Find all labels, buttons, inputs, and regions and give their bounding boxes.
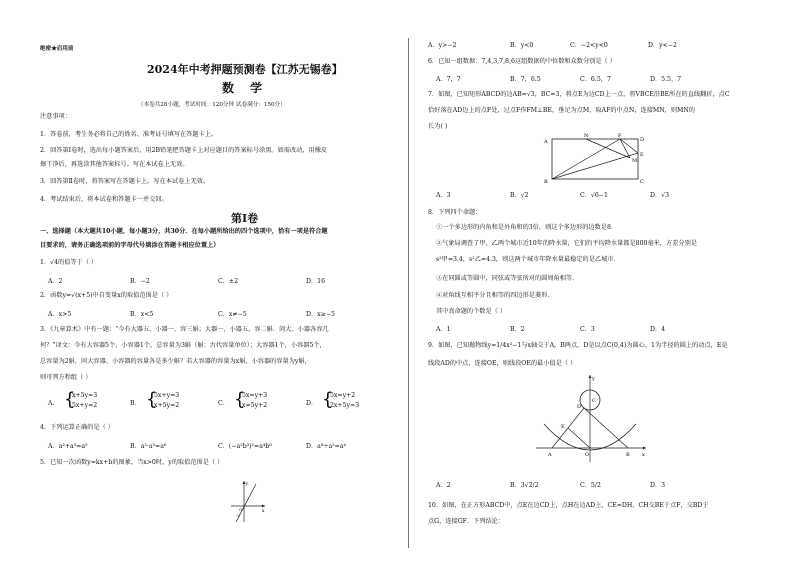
q3-line: 何？”译文：今有大容器5个，小容器1个，总容量为3斛（斛：古代容量单位）；大容器1个，小容器5个， (40, 342, 326, 349)
q7-label-c: C (640, 179, 644, 185)
q4-option-c[interactable]: C．(−a²b³)²=a⁴b⁶ (218, 443, 272, 450)
q8-option-d[interactable]: D．4 (650, 326, 666, 333)
q6-option-d[interactable]: D．5.5，7 (650, 76, 682, 83)
q5-y-label: y (245, 482, 249, 487)
q7-option-d[interactable]: D．√3 (650, 192, 670, 199)
note-item: 4．考试结束后，将本试卷和答题卡一并交回。 (40, 196, 168, 203)
q8-option-c[interactable]: C．3 (580, 326, 595, 333)
q7-label-n: N (584, 133, 589, 139)
note-item: 2．回答第Ⅰ卷时，选出每小题答案后，用2B铅笔把答题卡上对应题目的答案标号涂黑。如需改动，用橡皮 (40, 147, 328, 154)
q9-parabola-figure (530, 372, 650, 464)
q1-option-d[interactable]: D．16 (306, 278, 326, 285)
q7-line: 长为( ) (428, 123, 448, 130)
q8-item: s²甲=3.4，s²乙=4.3，则这两个城市年降水量最稳定的是乙城市． (436, 256, 620, 263)
q3-line: 总容量为2斛，问大容器、小容器的容量各是多少斛？若大容器的容量为x斛，小容器的容量为y斛， (40, 358, 311, 365)
q5-stem: 5．已知一次函数y=kx+b的图象，当x>0时，y的取值范围是（ ） (40, 459, 224, 466)
q5-option-b[interactable]: B．y<0 (510, 42, 534, 49)
q7-label-a: A (544, 139, 548, 145)
q7-line: 恰好落在AD边上的点F处，过点F作FM⊥BE，垂足为点M，取AF的中点N，连接MN，则MN的 (428, 107, 695, 114)
section-instructions: 一、选择题（本大题共10小题，每小题3分，共30分．在每小题所给出的四个选项中，恰有一项是符合题 (40, 228, 328, 235)
q4-option-b[interactable]: B．a²·a³=a⁶ (130, 443, 167, 450)
q1-option-c[interactable]: C．±2 (218, 278, 239, 285)
q6-option-a[interactable]: A．7，7 (436, 76, 461, 83)
q7-label-d: D (640, 137, 645, 143)
q8-option-a[interactable]: A．1 (436, 326, 451, 333)
q2-option-c[interactable]: C．x≠−5 (218, 311, 247, 318)
q3-line: 3．《九章算术》中有一题：“今有大器五、小器一，容三斛；大器一、小器五，容二斛．问大、小器各容几 (40, 326, 329, 333)
q7-line: 7．如图，已知矩形ABCD的边AB=√3，BC=3，将点E为边CD上一点，将VBCE沿BE所在的直线翻折，点C (428, 91, 730, 98)
q9-option-b[interactable]: B．3√2/2 (510, 482, 539, 489)
q7-option-b[interactable]: B．√2 (510, 192, 529, 199)
q10-line: 点G，连接GF．下列结论： (428, 518, 505, 525)
q9-option-a[interactable]: A．2 (436, 482, 451, 489)
q8-item: ②气象局调查了甲、乙两个城市近10年的降水量，它们的平均降水量都是800毫米，方差分别是 (436, 240, 697, 247)
q7-label-e: E (640, 152, 644, 158)
q7-rectangle-figure (540, 133, 650, 185)
q2-option-a[interactable]: A．x>5 (48, 311, 72, 318)
q9-label-b: B (626, 452, 630, 458)
q1-option-a[interactable]: A．2 (48, 278, 63, 285)
q4-stem: 4．下列运算正确的是（ ） (40, 424, 114, 431)
note-item: 擦干净后，再选涂其他答案标号。写在本试卷上无效。 (40, 161, 189, 168)
q4-option-d[interactable]: D．a⁸÷a²=a⁴ (306, 443, 347, 450)
q7-label-f: F (618, 133, 622, 139)
q9-y-label: y (592, 376, 595, 382)
q10-line: 10．如图，在正方形ABCD中，点E在边CD上，点H在边AD上，CE=DH，CH交BE于点F，交BD于 (428, 502, 709, 509)
q7-label-b: B (544, 179, 548, 185)
q8-ask: 其中真命题的个数是（ ） (436, 308, 507, 315)
q1-option-b[interactable]: B．−2 (130, 278, 150, 285)
q8-item: ①一个多边形的内角和是外角和的3倍，则这个多边形的边数是8． (436, 224, 618, 231)
q9-label-o: O (585, 452, 590, 458)
q6-stem: 6．已知一组数据：7,4,3,7,8,6这组数据的中位数和众数分别是（ ） (428, 58, 616, 65)
q9-option-c[interactable]: C．5/2 (580, 482, 601, 489)
exam-meta: （本卷共28小题，考试时间：120分钟 试卷满分：150分） (138, 102, 286, 108)
q5-line-graph (228, 478, 268, 524)
exam-page: 绝密★启用前 2024年中考押题预测卷【江苏无锡卷】 数 学 （本卷共28小题，考试时间：120分钟 试卷满分：150分） 注意事项： 1．答卷前，考生务必将自己的姓名、准考证号填写在答题卡上。 2．回答第Ⅰ卷时，选出每小题答案后，用2B铅笔把答题卡上对应题目的答案标号涂黑。如需改动，用橡皮 擦干净后，再选涂其他答案标号。写在本试卷上无效。 3．回答第Ⅱ卷时，将答案写在答题卡上。写在本试卷上无效。 4．考试结束后，将本试卷和答题卡一并交回。 第Ⅰ卷 一、选择题（本大题共10小题，每小题3分，共30分．在每小题所给出的四个选项中，恰有一项是符合题 目要求的，请务正确选项前的字母代号填涂在答题卡相应位置上） 1．√4的值等于（ ） A．2 B．−2 C．±2 D．16 2．函数y=√(x+5)中自变量x的取值范围是（ ） A．x>5 B．x<5 C．x≠−5 D．x≥−5 3．《九章算术》中有一题：“今有大器五、小器一，容三斛；大器一、小器五，容二斛．问大、小器各容几 何？”译文：今有大容器5个，小容器1个，总容量为3斛（斛：古代容量单位）；大容器1个，小容器5个， 总容量为2斛，问大容器、小容器的容量各是多少斛？若大容器的容量为x斛，小容器的容量为y斛， 则可列方程组（ ） A． { x+5y=3 5x+y=2 B． { 5x+y=3 x+5y=2 C． { 5x=y+3 x=5y+2 D． { 5x=y+2 2x+5y=3 4．下列运算正确的是（ ） A．a²+a³=a⁵ B．a²·a³=a⁶ C．(−a²b³)²=a⁴b⁶ D．a⁸÷a²=a⁴ 5．已知一次函数y=kx+b的图象，当x>0时，y的取值范围是（ ） y x O -2 A．y>−2 B．y<0 C．−2<y<0 D．y<−2 6．已知一组数据：7,4,3,7,8,6这组数据的中位数和众数分别是（ ） A．7，7 B．7，6.5 C．6.5，7 D．5.5，7 7．如图，已知矩形ABCD的边AB=√3，BC=3，将点E为边CD上一点，将VBCE沿BE所在的直线翻折，点C 恰好落在AD边上的点F处，过点F作FM⊥BE，垂足为点M，取AF的中点N，连接MN，则MN的 长为( ) A N F D E M B C A．3 B．√2 C．√6−1 D．√3 8．下列四个命题： ①一个多边形的内角和是外角和的3倍，则这个多边形的边数是8． ②气象局调查了甲、乙两个城市近10年的降水量，它们的平均降水量都是800毫米，方差分别是 s²甲=3.4，s²乙=4.3，则这两个城市年降水量最稳定的是乙城市． ③在同圆或等圆中，同弦或等弦所对的圆周角相等． ④对角线互相平分且相等的四边形是菱形． 其中真命题的个数是（ ） A．1 B．2 C．3 D．4 9．如图，已知抛物线y=1/4x²−1与x轴交于A，B两点，D是以点C(0,4)为圆心，1为半径的圆上的动点，E是 线段AD的中点，连接OE，则线段OE的最小值是（ ） y x C D E A O B A．2 B．3√2/2 C．5/2 D．3 10．如图，在正方形ABCD中，点E在边CD上，点H在边AD上，CE=DH，CH交BE于点F，交BD于 点G，连接GF．下列结论： (0, 0, 794, 562)
q9-label-c: C (592, 398, 596, 404)
q9-x-label: x (642, 452, 645, 458)
exam-title: 2024年中考押题预测卷【江苏无锡卷】 (147, 63, 343, 76)
column-divider (408, 38, 409, 548)
note-item: 3．回答第Ⅱ卷时，将答案写在答题卡上。写在本试卷上无效。 (40, 178, 210, 185)
q9-line: 线段AD的中点，连接OE，则线段OE的最小值是（ ） (428, 360, 577, 367)
q3-line: 则可列方程组（ ） (40, 374, 92, 381)
q9-label-d: D (577, 404, 582, 410)
secret-label: 绝密★启用前 (40, 46, 74, 52)
q1-stem: 1．√4的值等于（ ） (40, 259, 98, 266)
q7-label-m: M (632, 158, 638, 164)
note-item: 1．答卷前，考生务必将自己的姓名、准考证号填写在答题卡上。 (40, 131, 218, 138)
q5-option-c[interactable]: C．−2<y<0 (570, 42, 608, 49)
notes-heading: 注意事项： (40, 113, 71, 120)
q2-option-b[interactable]: B．x<5 (130, 311, 154, 318)
subject-title: 数 学 (222, 81, 269, 95)
q2-option-d[interactable]: D．x≥−5 (306, 311, 335, 318)
section-title: 第Ⅰ卷 (231, 212, 259, 225)
q8-item: ④对角线互相平分且相等的四边形是菱形． (436, 292, 554, 299)
q5-origin-label: O (239, 507, 243, 512)
q9-option-d[interactable]: D．3 (650, 482, 666, 489)
q7-option-a[interactable]: A．3 (436, 192, 451, 199)
q4-option-a[interactable]: A．a²+a³=a⁵ (48, 443, 88, 450)
section-instructions: 目要求的，请务正确选项前的字母代号填涂在答题卡相应位置上） (40, 242, 220, 249)
q5-option-a[interactable]: A．y>−2 (428, 42, 457, 49)
q5-option-d[interactable]: D．y<−2 (648, 42, 677, 49)
q8-stem: 8．下列四个命题： (428, 209, 482, 216)
q9-label-e: E (561, 424, 565, 430)
q5-intercept-label: -2 (236, 513, 240, 518)
q5-x-label: x (262, 509, 265, 514)
q7-option-c[interactable]: C．√6−1 (580, 192, 608, 199)
q9-label-a: A (548, 452, 552, 458)
q6-option-c[interactable]: C．6.5，7 (580, 76, 611, 83)
q8-option-b[interactable]: B．2 (510, 326, 525, 333)
q2-stem: 2．函数y=√(x+5)中自变量x的取值范围是（ ） (40, 292, 173, 299)
q9-line: 9．如图，已知抛物线y=1/4x²−1与x轴交于A，B两点，D是以点C(0,4)为圆心，1为半径的圆上的动点，E是 (428, 342, 728, 349)
q6-option-b[interactable]: B．7，6.5 (510, 76, 541, 83)
q8-item: ③在同圆或等圆中，同弦或等弦所对的圆周角相等． (436, 275, 579, 282)
